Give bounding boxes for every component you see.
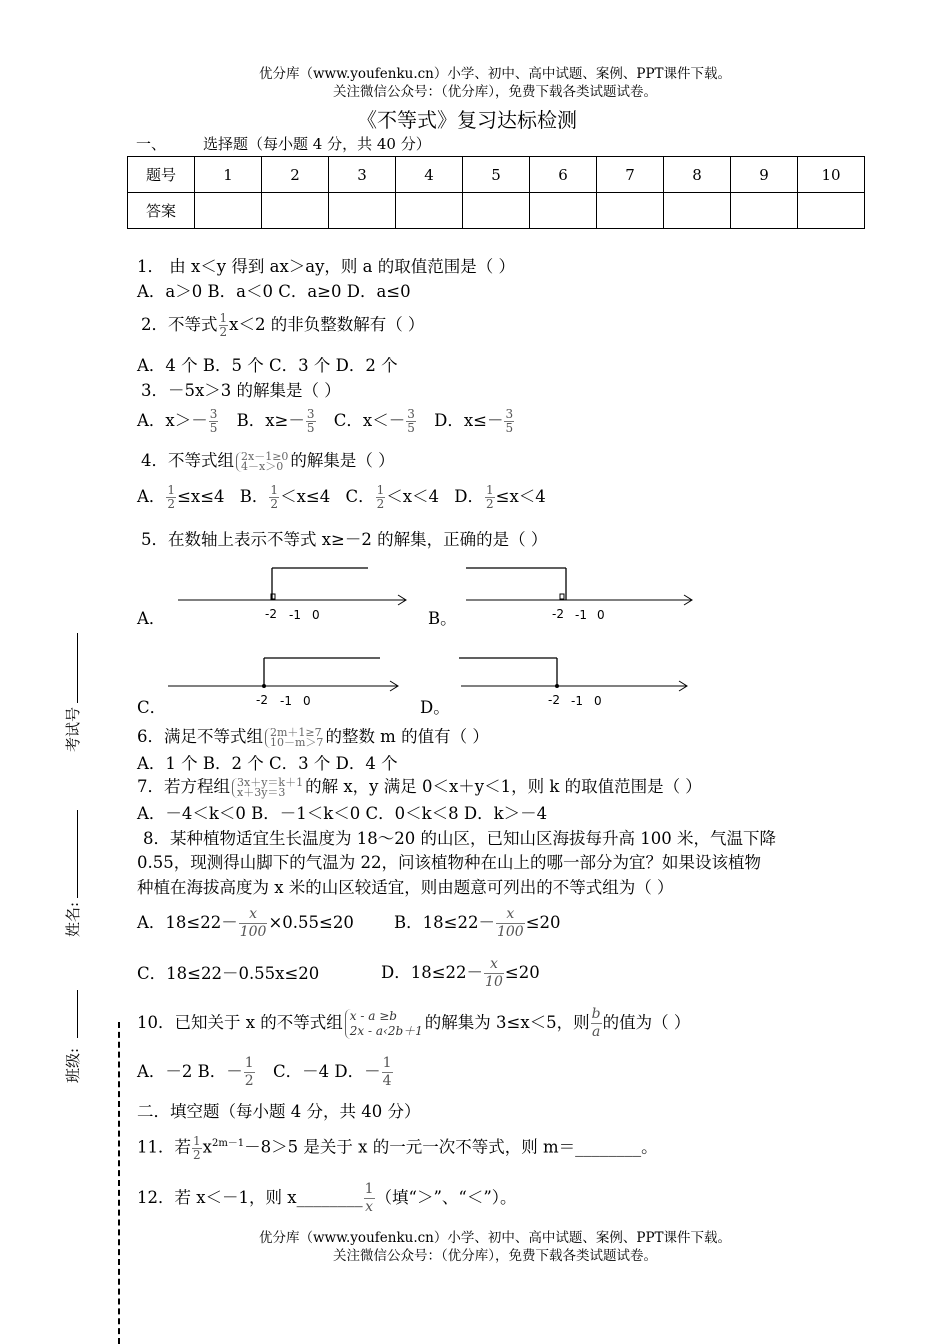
fraction: $\frac{x}{100}$	[496, 906, 524, 940]
q12-stem: 12．若 x＜－1，则 x________ $\frac{1}{x}$ （填“＞”、“＜”）。	[137, 1181, 517, 1215]
fraction: $\frac{1}{x}$	[364, 1181, 374, 1215]
exam-no-line	[77, 633, 78, 703]
tick-label: 0	[594, 694, 602, 708]
q3-options: A．x＞－ $\frac{3}{5}$ B．x≥－ $\frac{3}{5}$ C．x＜－ $\frac{3}{5}$ D．x≤－ $\frac{3}{5}$	[137, 407, 514, 435]
inequality-system: 2m＋1≥7 10－m＞7	[265, 728, 323, 748]
tick-label: 0	[597, 608, 605, 622]
table-number-cell: 2	[262, 157, 329, 193]
q6-options: A．1 个 B．2 个 C．3 个 D．4 个	[137, 754, 398, 773]
tick-label: -1	[575, 608, 587, 622]
q5-label-a: A．	[137, 609, 166, 628]
q2-stem	[141, 312, 424, 339]
q8-line-2: 0.55，现测得山脚下的气温为 22，问该植物种在山上的哪一部分为宜？如果设该植物	[137, 853, 761, 872]
equation-system: 3x＋y＝k＋1 x＋3y＝3	[232, 778, 303, 798]
answer-cell[interactable]	[329, 193, 396, 229]
document-title: 《不等式》复习达标检测	[357, 108, 577, 132]
tick-label: 0	[303, 694, 311, 708]
fraction: $\frac{1}{2}$	[193, 1133, 201, 1162]
table-header-label: 题号	[128, 157, 195, 193]
tick-label: -1	[289, 608, 301, 622]
fraction: $\frac{1}{4}$	[382, 1055, 392, 1089]
answer-cell[interactable]	[597, 193, 664, 229]
inequality-system: x - a ≥b 2x - a‹2b＋1	[345, 1009, 423, 1039]
answer-cell[interactable]	[463, 193, 530, 229]
q4-stem: 4．不等式组 2x－1≥0 4－x＞0 的解集是（ ）	[141, 449, 395, 473]
q8-line-3: 种植在海拔高度为 x 米的山区较适宜，则由题意可列出的不等式组为（ ）	[137, 878, 674, 897]
answer-cell[interactable]	[731, 193, 798, 229]
tick-label: -2	[548, 693, 560, 707]
answer-cell[interactable]	[664, 193, 731, 229]
q2-pre: 2．不等式	[141, 315, 218, 334]
table-number-cell: 8	[664, 157, 731, 193]
q10-stem: 10．已知关于 x 的不等式组 x - a ≥b 2x - a‹2b＋1 的解集为 3≤x＜5，则 $\frac{b}{a}$ 的值为（ ）	[137, 1006, 691, 1040]
fraction: $\frac{x}{100}$	[239, 906, 267, 940]
tick-label: -1	[571, 694, 583, 708]
q5-stem: 5．在数轴上表示不等式 x≥－2 的解集，正确的是（ ）	[141, 530, 548, 549]
q8-option-b: B．18≤22－ $\frac{x}{100}$ ≤20	[394, 906, 561, 940]
section-1-number: 一、	[136, 135, 167, 153]
q7-stem: 7．若方程组 3x＋y＝k＋1 x＋3y＝3 的解 x，y 满足 0＜x＋y＜1，则 k 的取值范围是（ ）	[137, 775, 702, 799]
footer-line-2: 关注微信公众号：（优分库），免费下载各类试题试卷。	[333, 1248, 657, 1264]
fraction: $\frac{3}{5}$	[407, 407, 415, 435]
table-number-cell: 4	[396, 157, 463, 193]
number-line-d	[455, 650, 695, 712]
q8-line-1: 8．某种植物适宜生长温度为 18～20 的山区，已知山区海拔每升高 100 米，气温下降	[143, 829, 776, 848]
footer-line-1: 优分库（www.youfenku.cn）小学、初中、高中试题、案例、PPT课件下载。	[258, 1230, 732, 1246]
answer-cell[interactable]	[798, 193, 865, 229]
q4-options: A． $\frac{1}{2}$ ≤x≤4 B． $\frac{1}{2}$ ＜x≤4 C． $\frac{1}{2}$ ＜x＜4 D． $\frac{1}{2}$ ≤x＜4	[137, 483, 546, 511]
q2-options: A．4 个 B．5 个 C．3 个 D．2 个	[137, 356, 398, 375]
table-answer-label: 答案	[128, 193, 195, 229]
q8-option-c: C．18≤22－0.55x≤20	[137, 964, 320, 983]
q5-label-b: B。	[428, 609, 457, 628]
table-number-cell: 10	[798, 157, 865, 193]
side-label-exam-no: 考试号	[64, 706, 82, 752]
tick-label: 0	[312, 608, 320, 622]
side-label-class: 班级:	[64, 1047, 82, 1083]
q5-label-c: C．	[137, 698, 167, 717]
answer-cell[interactable]	[262, 193, 329, 229]
fraction: $\frac{1}{2}$	[244, 1055, 254, 1089]
section-1-heading: 选择题（每小题 4 分，共 40 分）	[203, 135, 431, 153]
fraction: $\frac{x}{10}$	[485, 956, 503, 990]
fraction: $\frac{b}{a}$	[591, 1006, 601, 1040]
number-line-a	[170, 562, 415, 624]
tick-label: -2	[552, 607, 564, 621]
fraction: $\frac{3}{5}$	[306, 407, 315, 435]
section-2-heading: 二．填空题（每小题 4 分，共 40 分）	[137, 1102, 421, 1121]
name-line	[77, 810, 78, 898]
answer-cell[interactable]	[530, 193, 597, 229]
q1-stem: 1． 由 x＜y 得到 ax＞ay，则 a 的取值范围是（ ）	[137, 257, 515, 276]
table-number-cell: 5	[463, 157, 530, 193]
q8-option-a: A．18≤22－ $\frac{x}{100}$ ×0.55≤20	[137, 906, 354, 940]
q2-post: x＜2 的非负整数解有（ ）	[229, 315, 425, 334]
number-line-c	[162, 650, 407, 712]
tick-label: -2	[265, 607, 277, 621]
q5-label-d: D。	[420, 698, 450, 717]
cut-line	[118, 1022, 120, 1344]
q11-stem: 11．若 $\frac{1}{2}$ $x^{2m-1}-8>5$ 是关于 x 的一元一次不等式，则 m＝________。	[137, 1133, 658, 1162]
fraction: $\frac{3}{5}$	[505, 407, 514, 435]
fraction: $\frac{1}{2}$	[270, 483, 279, 511]
table-number-cell: 1	[195, 157, 262, 193]
q3-stem: 3．－5x＞3 的解集是（ ）	[141, 381, 341, 400]
header-line-1: 优分库（www.youfenku.cn）小学、初中、高中试题、案例、PPT课件下载。	[258, 66, 732, 82]
number-line-b	[460, 562, 700, 624]
q7-options: A．－4＜k＜0 B．－1＜k＜0 C．0＜k＜8 D．k＞－4	[137, 804, 548, 823]
header-line-2: 关注微信公众号：（优分库），免费下载各类试题试卷。	[333, 84, 657, 100]
class-line	[77, 990, 78, 1038]
table-number-cell: 9	[731, 157, 798, 193]
inequality-system: 2x－1≥0 4－x＞0	[236, 452, 288, 472]
tick-label: -2	[256, 693, 268, 707]
q8-option-d: D．18≤22－ $\frac{x}{10}$ ≤20	[381, 956, 540, 990]
answer-cell[interactable]	[396, 193, 463, 229]
q6-stem: 6．满足不等式组 2m＋1≥7 10－m＞7 的整数 m 的值有（ ）	[137, 725, 489, 749]
answer-cell[interactable]	[195, 193, 262, 229]
q1-options: A．a＞0 B．a＜0 C．a≥0 D．a≤0	[137, 282, 411, 301]
fraction: $\frac{1}{2}$	[167, 483, 176, 511]
q10-options: A．－2 B．－ $\frac{1}{2}$ C．－4 D．－ $\frac{1}{4}$	[137, 1055, 392, 1089]
table-number-cell: 3	[329, 157, 396, 193]
side-label-name: 姓名:	[64, 901, 82, 937]
fraction: $\frac{1}{2}$	[219, 311, 228, 339]
table-number-cell: 7	[597, 157, 664, 193]
fraction: $\frac{3}{5}$	[209, 407, 218, 435]
tick-label: -1	[280, 694, 292, 708]
table-number-cell: 6	[530, 157, 597, 193]
fraction: $\frac{1}{2}$	[376, 483, 385, 511]
fraction: $\frac{1}{2}$	[486, 483, 494, 511]
answer-table	[127, 156, 865, 229]
